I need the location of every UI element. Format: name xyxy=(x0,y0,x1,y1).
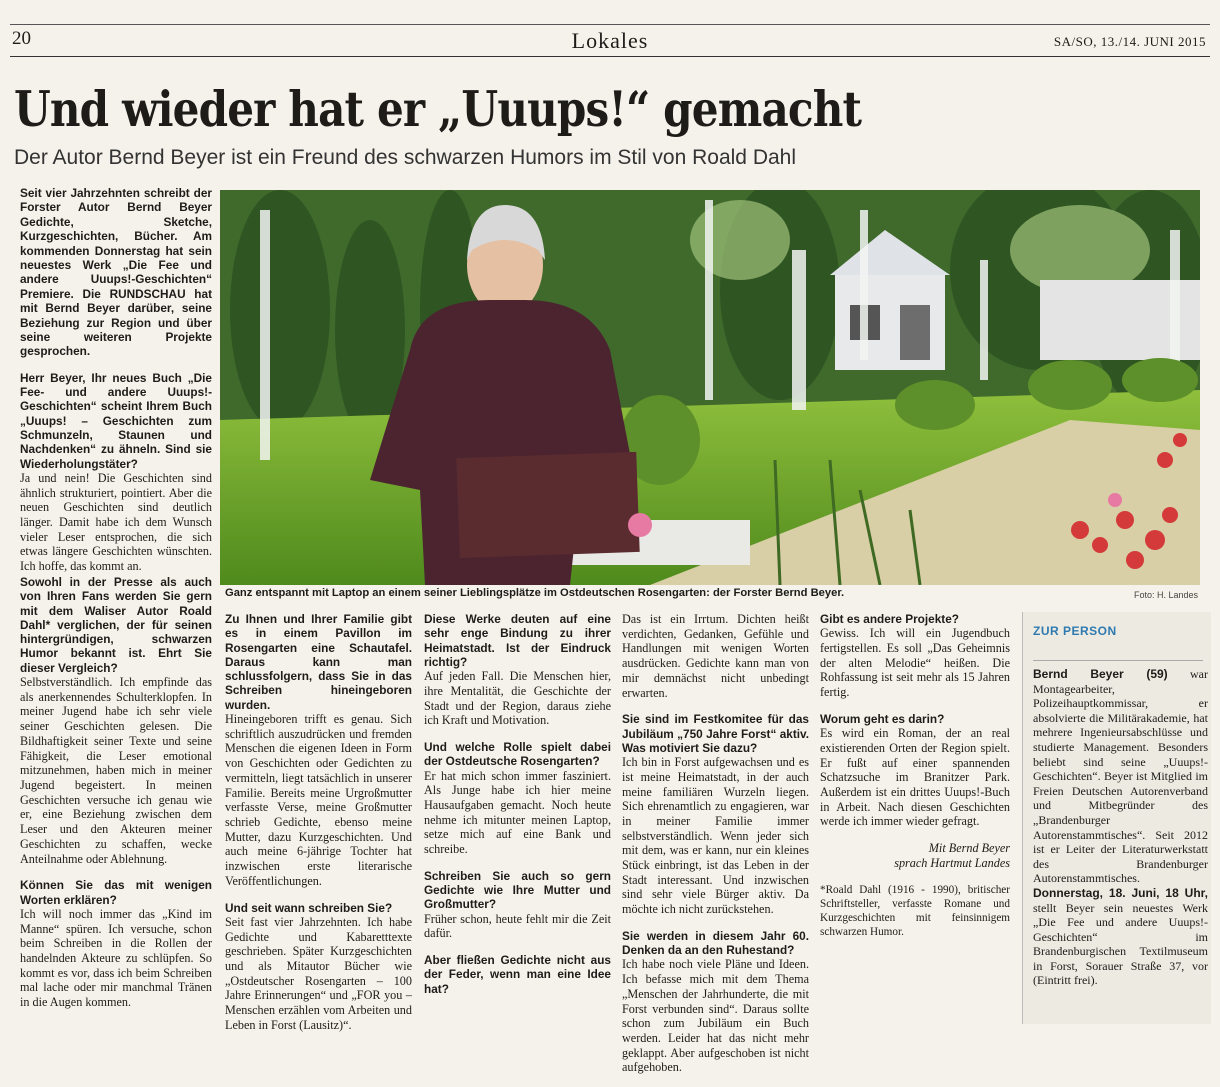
qa-9 xyxy=(424,953,611,996)
answer: Auf jeden Fall. Die Menschen hier, ihre Mentalität, die Geschichte der Stadt und der Region, daraus ziehe ich Kraft und Motivation. xyxy=(424,669,611,728)
question: Schreiben Sie auch so gern Gedichte wie Ihre Mutter und Großmutter? xyxy=(424,868,611,912)
qa-3 xyxy=(20,878,212,1010)
info-box-title: ZUR PERSON xyxy=(1033,624,1117,638)
column-1 xyxy=(20,186,212,586)
answer: Selbstverständlich. Ich empfinde das als anerkennendes Schulterklopfen. In meiner Jugend habe ich sehr viele seiner Geschichten gelesen. Die Bildhaftigkeit seiner Texte und seine Fähigkeit, die Leser emotional mitzunehmen, haben mich in meiner Jugend begeistert. In meinen Geschichten versuche ich genau wie er, eine Beziehung zwischen dem Leser und den Akteuren meiner Geschichten zu schaffen, wecke Anteilnahme oder Ablehnung. xyxy=(20,675,212,866)
answer: Hineingeboren trifft es genau. Sich schriftlich auszudrücken und fremden Menschen die eigenen Ideen in Form von Geschichten oder Gedichten zu vermitteln, liegt tatsächlich in unserer Familie. Bereits meine Urgroßmutter verfasste Verse, meine Großmutter schrieb Gedichte, ebenso meine Mutter, dazu Kurzgeschichten. Und auch meine 6-jährige Tochter hat inzwischen erste literarische Veröffentlichungen. xyxy=(225,712,412,888)
column-1-lower xyxy=(20,575,212,1022)
answer: Früher schon, heute fehlt mir die Zeit dafür. xyxy=(424,911,611,941)
column-5 xyxy=(820,612,1010,952)
section-title: Lokales xyxy=(571,28,649,53)
person-bio: war Montagearbeiter, Polizeihauptkommissar, er absolvierte die Militärakademie, hat mehrere Ingenieursabschlüsse und studierte Management. Besonders beliebt sind seine „Uuups!-Geschichten“. Beyer ist Mitglied im Freien Deutschen Autorenverband und Mitbegründer des „Brandenburger Autorenstammtisches“. Seit 2012 ist er Leiter der Literaturwerkstatt des Brandenburger Autorenstammtisches. xyxy=(1033,667,1208,886)
question: Und seit wann schreiben Sie? xyxy=(225,900,393,915)
answer: Ich habe noch viele Pläne und Ideen. Ich befasse mich mit dem Thema „Menschen der Jahrhunderte, die mit Forst verbunden sind“. Daraus sollte schon zum Jubiläum ein Buch werden. Leider hat das nicht mehr geklappt. Aber aufgeschoben ist nicht aufgehoben. xyxy=(622,957,809,1075)
qa-6 xyxy=(424,612,611,728)
signature-line-2: sprach Hartmut Landes xyxy=(894,855,1010,870)
column-2 xyxy=(225,612,412,1044)
question: Zu Ihnen und Ihrer Familie gibt es in einem Pavillon im Rosengarten eine Schautafel. Daraus kann man schlussfolgern, dass Sie in das Schreiben hineingeboren wurden. xyxy=(225,612,412,712)
event-date: Donnerstag, 18. Juni, 18 Uhr, xyxy=(1033,885,1208,900)
question: Herr Beyer, Ihr neues Buch „Die Fee- und andere Uuups!-Geschichten“ scheint Ihrem Buch „Uuups! – Geschichten zum Schmunzeln, Staunen und Nachdenken“ zu ähneln. Sind sie Wiederholungstäter? xyxy=(20,370,212,471)
answer: Ich will noch immer das „Kind im Manne“ spüren. Ich versuche, schon beim Schreiben in die Rollen der handelnden Akteure zu schlüpfen. So kommt es vor, dass ich beim Schreiben mal lache oder mir manchmal Tränen in die Augen kommen. xyxy=(20,906,212,1010)
answer: Es wird ein Roman, der an real existierenden Orten der Region spielt. Er fußt auf einer spannenden Schatzsuche im Branitzer Park. Außerdem ist ein drittes Uuups!-Buch in Arbeit. Nach diesen Geschichten werde ich immer wieder gefragt. xyxy=(820,726,1010,829)
question: Sie sind im Festkomitee für das Jubiläum „750 Jahre Forst“ aktiv. Was motiviert Sie dazu? xyxy=(622,712,809,755)
intro-text: Seit vier Jahrzehnten schreibt der Forster Autor Bernd Beyer Gedichte, Sketche, Kurzgeschichten, Bücher. Am kommenden Donnerstag hat sein neuestes Werk „Die Fee und andere Uuups!-Geschichten“ Premiere. Die RUNDSCHAU hat mit Bernd Beyer darüber, seine Beziehung zur Region und über seine weiteren Projekte gesprochen. xyxy=(20,186,212,359)
top-rule xyxy=(10,24,1210,25)
footnote: *Roald Dahl (1916 - 1990), britischer Schriftsteller, verfasste Romane und Kurzgeschichten mit feinsinnigem schwarzen Humor. xyxy=(820,884,1010,938)
question: Gibt es andere Projekte? xyxy=(820,612,959,626)
qa-5 xyxy=(225,901,412,1033)
column-3 xyxy=(424,612,611,1008)
answer: Ja und nein! Die Geschichten sind ähnlich strukturiert, pointiert. Aber die neuen Geschichten sind deutlich länger. Damit habe ich dem Wunsch vieler Leser entsprochen, die sich etwas längere Geschichten wünschten. Ich hoffe, das kommt an. xyxy=(20,470,212,574)
signature-line-1: Mit Bernd Beyer xyxy=(928,841,1010,856)
answer: Gewiss. Ich will ein Jugendbuch fertigstellen. Es soll „Das Geheimnis der alten Melodie“ heißen. Die Rohfassung ist seit mehr als 15 Jahren fertig. xyxy=(820,626,1010,700)
garden-photo-illustration xyxy=(220,190,1200,585)
qa-10 xyxy=(622,712,809,917)
event-text: stellt Beyer sein neuestes Werk „Die Fee und andere Uuups!-Geschichten“ im Brandenburgischen Textilmuseum in Forst, Sorauer Straße 37, vor (Eintritt frei). xyxy=(1033,900,1208,988)
qa-9-answer xyxy=(622,612,809,700)
question: Worum geht es darin? xyxy=(820,711,945,726)
column-4 xyxy=(622,612,809,1087)
answer: Er hat mich schon immer fasziniert. Als Junge habe ich hier meine Hausaufgaben gemacht. Noch heute nehme ich mitunter meinen Laptop, setze mich auf eine Bank und schreibe. xyxy=(424,768,611,857)
photo-credit: Foto: H. Landes xyxy=(1133,590,1198,600)
question: Aber fließen Gedichte nicht aus der Feder, wenn man eine Idee hat? xyxy=(424,953,611,996)
header-rule xyxy=(10,56,1210,57)
qa-4 xyxy=(225,612,412,889)
qa-1 xyxy=(20,371,212,574)
question: Sie werden in diesem Jahr 60. Denken da an den Ruhestand? xyxy=(622,928,809,958)
qa-13 xyxy=(820,712,1010,829)
qa-2 xyxy=(20,575,212,866)
qa-8 xyxy=(424,869,611,941)
photo-caption: Ganz entspannt mit Laptop an einem seiner Lieblingsplätze im Ostdeutschen Rosengarten: der Forster Bernd Beyer. xyxy=(225,587,845,599)
answer: Ich bin in Forst aufgewachsen und es ist meine Heimatstadt, in der auch meine familiären Wurzeln liegen. Sich ehrenamtlich zu engagieren, war in meiner Familie immer selbstverständlich. Wenn jeder sich mit dem, was er kann, nur ein kleines Stück einbringt, ist das Leben in der Stadt interessant. Und inzwischen sind sehr viele Bürger aktiv. Da möchte ich nicht zurückstehen. xyxy=(622,755,809,917)
issue-date: SA/SO, 13./14. JUNI 2015 xyxy=(1053,34,1206,49)
person-name: Bernd Beyer (59) xyxy=(1033,667,1168,681)
signature xyxy=(820,841,1010,870)
qa-7 xyxy=(424,740,611,857)
answer: Seit fast vier Jahrzehnten. Ich habe Gedichte und Kabaretttexte geschrieben. Später Kurzgeschichten und als Mitautor Bücher wie „Ostdeutscher Rosengarten – 100 Jahre Erinnerungen“ und „FOR you – Menschen erzählen vom Arbeiten und Leben in Forst (Lausitz)“. xyxy=(225,914,412,1032)
subheadline: Der Autor Bernd Beyer ist ein Freund des schwarzen Humors im Stil von Roald Dahl xyxy=(14,146,797,169)
info-box-rule xyxy=(1033,660,1203,661)
info-box-text xyxy=(1033,667,1208,988)
question: Und welche Rolle spielt dabei der Ostdeutsche Rosengarten? xyxy=(424,740,611,769)
article-photo xyxy=(220,190,1200,585)
question: Können Sie das mit wenigen Worten erklären? xyxy=(20,878,212,907)
headline: Und wieder hat er „Uuups!“ gemacht xyxy=(14,80,862,138)
question: Diese Werke deuten auf eine sehr enge Bindung zu ihrer Heimatstadt. Ist der Eindruck richtig? xyxy=(424,612,611,669)
qa-11 xyxy=(622,929,809,1075)
answer: Das ist ein Irrtum. Dichten heißt verdichten, Gedanken, Gefühle und Handlungen mit wenigen Worten ausdrücken. Gedichte kann man von mir demnächst nicht unbedingt erwarten. xyxy=(622,612,809,700)
info-box xyxy=(1022,612,1211,1024)
qa-12 xyxy=(820,612,1010,700)
page-number: 20 xyxy=(12,28,31,49)
question: Sowohl in der Presse als auch von Ihren Fans werden Sie gern mit dem Waliser Autor Roald Dahl* verglichen, der für seinen hintergründigen, schwarzen Humor bekannt ist. Ehrt Sie dieser Vergleich? xyxy=(20,575,212,675)
